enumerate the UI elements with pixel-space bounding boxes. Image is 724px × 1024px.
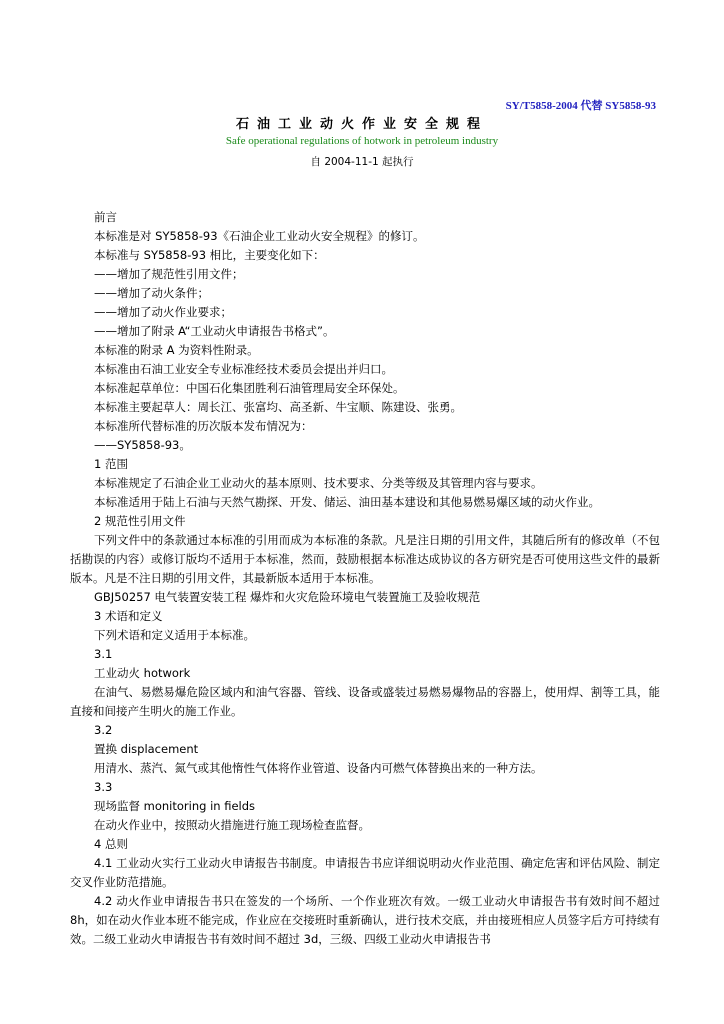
term-number: 3.1 — [94, 647, 113, 661]
english-subtitle: Safe operational regulations of hotwork in petroleum industry — [225, 135, 499, 147]
term-number: 3.3 — [94, 780, 113, 794]
foreword-line: 本标准起草单位：中国石化集团胜利石油管理局安全环保处。 — [94, 381, 405, 395]
foreword-heading: 前言 — [94, 210, 117, 224]
document-title: 石油工业动火作业安全规程 — [235, 117, 488, 132]
section-paragraph: 4.1 工业动火实行工业动火申请报告书制度。申请报告书应详细说明动火作业范围、确定危害和评估风险、制定交叉作业防范措施。 — [70, 856, 660, 889]
reference-item: GBJ50257 电气装置安装工程 爆炸和火灾危险环境电气装置施工及验收规范 — [94, 590, 481, 604]
standard-code: SY/T5858-2004 代替 SY5858-93 — [505, 100, 656, 112]
section-line: 本标准规定了石油企业工业动火的基本原则、技术要求、分类等级及其管理内容与要求。 — [94, 476, 543, 490]
foreword-line: 本标准是对 SY5858-93《石油企业工业动火安全规程》的修订。 — [94, 229, 425, 243]
effective-date: 自 2004-11-1 起执行 — [310, 156, 414, 168]
foreword-line: 本标准由石油工业安全专业标准经技术委员会提出并归口。 — [94, 362, 393, 376]
term-definition: 在动火作业中，按照动火措施进行施工现场检查监督。 — [94, 818, 370, 832]
term-number: 3.2 — [94, 723, 113, 737]
term-name: 置换 displacement — [94, 742, 199, 756]
section-paragraph: 4.2 动火作业申请报告书只在签发的一个场所、一个作业班次有效。一级工业动火申请报告书有效时间不超过 8h，如在动火作业本班不能完成，作业应在交接班时重新确认，进行技术交底，并由接班相应人员签字后方可持续有效。二级工业动火申请报告书有效时间不超过 3d，三级、四级工业动火申请报告书 — [70, 894, 660, 946]
section-heading: 2 规范性引用文件 — [94, 514, 186, 528]
section-heading: 4 总则 — [94, 837, 128, 851]
foreword-line: 本标准的附录 A 为资料性附录。 — [94, 343, 259, 357]
section-heading: 1 范围 — [94, 457, 128, 471]
foreword-line: ——增加了动火条件； — [94, 286, 209, 300]
foreword-line: 本标准主要起草人：周长江、张富均、高圣新、牛宝顺、陈建设、张勇。 — [94, 400, 462, 414]
term-definition: 在油气、易燃易爆危险区域内和油气容器、管线、设备或盛装过易燃易爆物品的容器上，使用焊、割等工具，能直接和间接产生明火的施工作业。 — [70, 685, 660, 718]
foreword-line: 本标准与 SY5858-93 相比，主要变化如下： — [94, 248, 325, 262]
term-definition: 用清水、蒸汽、氮气或其他惰性气体将作业管道、设备内可燃气体替换出来的一种方法。 — [94, 761, 543, 775]
foreword-line: ——增加了附录 A“工业动火申请报告书格式”。 — [94, 324, 335, 338]
term-name: 工业动火 hotwork — [94, 666, 191, 680]
section-heading: 3 术语和定义 — [94, 609, 163, 623]
section-line: 本标准适用于陆上石油与天然气勘探、开发、储运、油田基本建设和其他易燃易爆区域的动火作业。 — [94, 495, 600, 509]
foreword-line: ——SY5858-93。 — [94, 438, 191, 452]
term-name: 现场监督 monitoring in fields — [94, 799, 256, 813]
foreword-line: ——增加了规范性引用文件； — [94, 267, 244, 281]
document-body — [70, 208, 660, 949]
section-line: 下列术语和定义适用于本标准。 — [94, 628, 255, 642]
foreword-line: 本标准所代替标准的历次版本发布情况为： — [94, 419, 313, 433]
section-paragraph: 下列文件中的条款通过本标准的引用而成为本标准的条款。凡是注日期的引用文件，其随后所有的修改单（不包括勘误的内容）或修订版均不适用于本标准，然而，鼓励根据本标准达成协议的各方研究是否可使用这些文件的最新版本。凡是不注日期的引用文件，其最新版本适用于本标准。 — [70, 533, 660, 585]
foreword-line: ——增加了动火作业要求； — [94, 305, 232, 319]
